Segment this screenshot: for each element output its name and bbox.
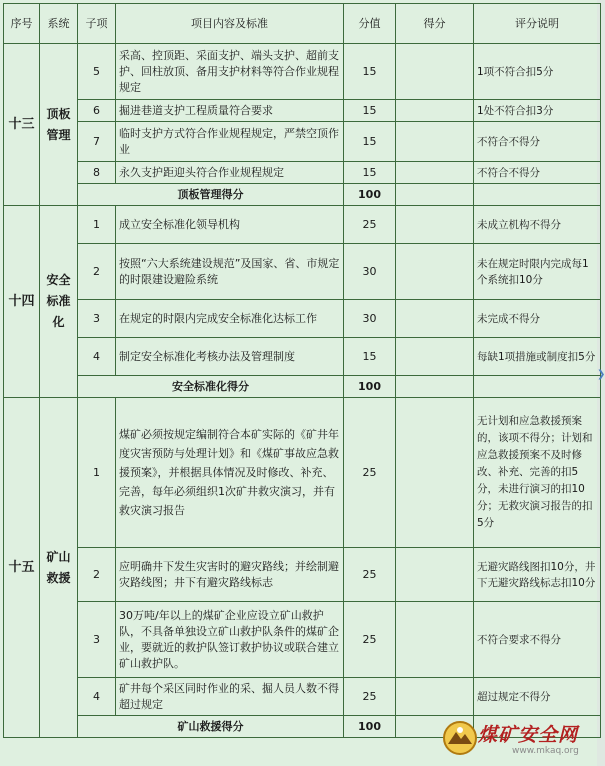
item-score: 25 bbox=[344, 548, 396, 602]
item-score: 25 bbox=[344, 206, 396, 244]
item-score: 25 bbox=[344, 398, 396, 548]
item-content: 掘进巷道支护工程质量符合要求 bbox=[116, 100, 344, 122]
item-content: 在规定的时限内完成安全标准化达标工作 bbox=[116, 300, 344, 338]
item-remark: 超过规定不得分 bbox=[474, 678, 601, 716]
table-row bbox=[4, 162, 601, 184]
sub-item-number: 5 bbox=[78, 44, 116, 100]
item-remark: 不符合要求不得分 bbox=[474, 602, 601, 678]
table-row bbox=[4, 244, 601, 300]
sub-item-number: 4 bbox=[78, 678, 116, 716]
sub-item-number: 8 bbox=[78, 162, 116, 184]
item-content: 30万吨/年以上的煤矿企业应设立矿山救护队，不具备单独设立矿山救护队条件的煤矿企业，要就近的救护队签订救护协议或联合建立矿山救护队。 bbox=[116, 602, 344, 678]
sub-item-number: 3 bbox=[78, 602, 116, 678]
score-got-cell[interactable] bbox=[396, 122, 474, 162]
item-score: 25 bbox=[344, 602, 396, 678]
item-remark: 未成立机构不得分 bbox=[474, 206, 601, 244]
subtotal-row bbox=[4, 184, 601, 206]
item-content: 应明确井下发生灾害时的避灾路线；并绘制避灾路线图；井下有避灾路线标志 bbox=[116, 548, 344, 602]
item-score: 15 bbox=[344, 44, 396, 100]
scoring-table bbox=[3, 3, 605, 738]
scroll-right-arrow-icon[interactable]: ❯ bbox=[597, 369, 605, 380]
score-got-cell[interactable] bbox=[396, 300, 474, 338]
score-got-cell[interactable] bbox=[396, 206, 474, 244]
item-remark: 无计划和应急救援预案的，该项不得分；计划和应急救援预案不及时修改、补充、完善的扣5分，未进行演习的扣10分；无救灾演习报告的扣5分 bbox=[474, 398, 601, 548]
sub-item-number: 3 bbox=[78, 300, 116, 338]
item-content: 制定安全标准化考核办法及管理制度 bbox=[116, 338, 344, 376]
sub-item-number: 2 bbox=[78, 548, 116, 602]
header-score: 分值 bbox=[344, 4, 396, 44]
item-remark: 不符合不得分 bbox=[474, 122, 601, 162]
section-name: 安全标准化 bbox=[40, 206, 78, 398]
section-number: 十三 bbox=[4, 44, 40, 206]
subtotal-value: 100 bbox=[344, 716, 396, 738]
item-score: 30 bbox=[344, 300, 396, 338]
table-row bbox=[4, 206, 601, 244]
item-score: 15 bbox=[344, 338, 396, 376]
sub-item-number: 2 bbox=[78, 244, 116, 300]
score-got-cell[interactable] bbox=[396, 678, 474, 716]
item-remark: 无避灾路线图扣10分，井下无避灾路线标志扣10分 bbox=[474, 548, 601, 602]
site-watermark bbox=[440, 718, 596, 762]
item-remark: 不符合不得分 bbox=[474, 162, 601, 184]
subtotal-label: 安全标准化得分 bbox=[78, 376, 344, 398]
table-row bbox=[4, 100, 601, 122]
item-content: 成立安全标准化领导机构 bbox=[116, 206, 344, 244]
item-score: 30 bbox=[344, 244, 396, 300]
item-content: 永久支护距迎头符合作业规程规定 bbox=[116, 162, 344, 184]
header-got: 得分 bbox=[396, 4, 474, 44]
item-content: 按照“六大系统建设规范”及国家、省、市规定的时限建设避险系统 bbox=[116, 244, 344, 300]
score-got-cell[interactable] bbox=[396, 338, 474, 376]
header-sub-item: 子项 bbox=[78, 4, 116, 44]
item-content: 煤矿必须按规定编制符合本矿实际的《矿井年度灾害预防与处理计划》和《煤矿事故应急救援预案》，并根据具体情况及时修改、补充、完善，每年必须组织1次矿井救灾演习，并有救灾演习报告 bbox=[116, 398, 344, 548]
subtotal-remark-cell bbox=[474, 376, 601, 398]
item-score: 15 bbox=[344, 122, 396, 162]
score-got-cell[interactable] bbox=[396, 398, 474, 548]
section-name: 矿山救援 bbox=[40, 398, 78, 738]
item-remark: 未完成不得分 bbox=[474, 300, 601, 338]
section-number: 十四 bbox=[4, 206, 40, 398]
header-system: 系统 bbox=[40, 4, 78, 44]
table-row bbox=[4, 300, 601, 338]
score-got-cell[interactable] bbox=[396, 548, 474, 602]
header-row bbox=[4, 4, 601, 44]
item-remark: 1处不符合扣3分 bbox=[474, 100, 601, 122]
table-row bbox=[4, 678, 601, 716]
score-got-cell[interactable] bbox=[396, 162, 474, 184]
score-got-cell[interactable] bbox=[396, 100, 474, 122]
sub-item-number: 4 bbox=[78, 338, 116, 376]
item-content: 矿井每个采区同时作业的采、掘人员人数不得超过规定 bbox=[116, 678, 344, 716]
header-remark: 评分说明 bbox=[474, 4, 601, 44]
item-score: 25 bbox=[344, 678, 396, 716]
subtotal-label: 矿山救援得分 bbox=[78, 716, 344, 738]
subtotal-label: 顶板管理得分 bbox=[78, 184, 344, 206]
item-content: 采高、控顶距、采面支护、端头支护、超前支护、回柱放顶、备用支护材料等符合作业规程规定 bbox=[116, 44, 344, 100]
table-row bbox=[4, 122, 601, 162]
table-row bbox=[4, 548, 601, 602]
subtotal-value: 100 bbox=[344, 376, 396, 398]
sub-item-number: 6 bbox=[78, 100, 116, 122]
section-name: 顶板管理 bbox=[40, 44, 78, 206]
table-row bbox=[4, 44, 601, 100]
score-got-cell[interactable] bbox=[396, 602, 474, 678]
header-seq: 序号 bbox=[4, 4, 40, 44]
score-got-cell[interactable] bbox=[396, 44, 474, 100]
subtotal-value: 100 bbox=[344, 184, 396, 206]
subtotal-got-cell[interactable] bbox=[396, 184, 474, 206]
item-content: 临时支护方式符合作业规程规定，严禁空顶作业 bbox=[116, 122, 344, 162]
watermark-brand: 煤矿安全网 bbox=[478, 724, 579, 746]
subtotal-got-cell[interactable] bbox=[396, 376, 474, 398]
section-number: 十五 bbox=[4, 398, 40, 738]
item-score: 15 bbox=[344, 100, 396, 122]
sub-item-number: 1 bbox=[78, 398, 116, 548]
table-row bbox=[4, 338, 601, 376]
item-score: 15 bbox=[344, 162, 396, 184]
watermark-url: www.mkaq.org bbox=[512, 746, 579, 756]
score-got-cell[interactable] bbox=[396, 244, 474, 300]
subtotal-row bbox=[4, 376, 601, 398]
sub-item-number: 1 bbox=[78, 206, 116, 244]
item-remark: 未在规定时限内完成每1个系统扣10分 bbox=[474, 244, 601, 300]
item-remark: 每缺1项措施或制度扣5分 bbox=[474, 338, 601, 376]
table-row bbox=[4, 398, 601, 548]
table-row bbox=[4, 602, 601, 678]
item-remark: 1项不符合扣5分 bbox=[474, 44, 601, 100]
sub-item-number: 7 bbox=[78, 122, 116, 162]
subtotal-remark-cell bbox=[474, 184, 601, 206]
header-content: 项目内容及标准 bbox=[116, 4, 344, 44]
mine-helmet-logo-icon bbox=[442, 720, 478, 756]
